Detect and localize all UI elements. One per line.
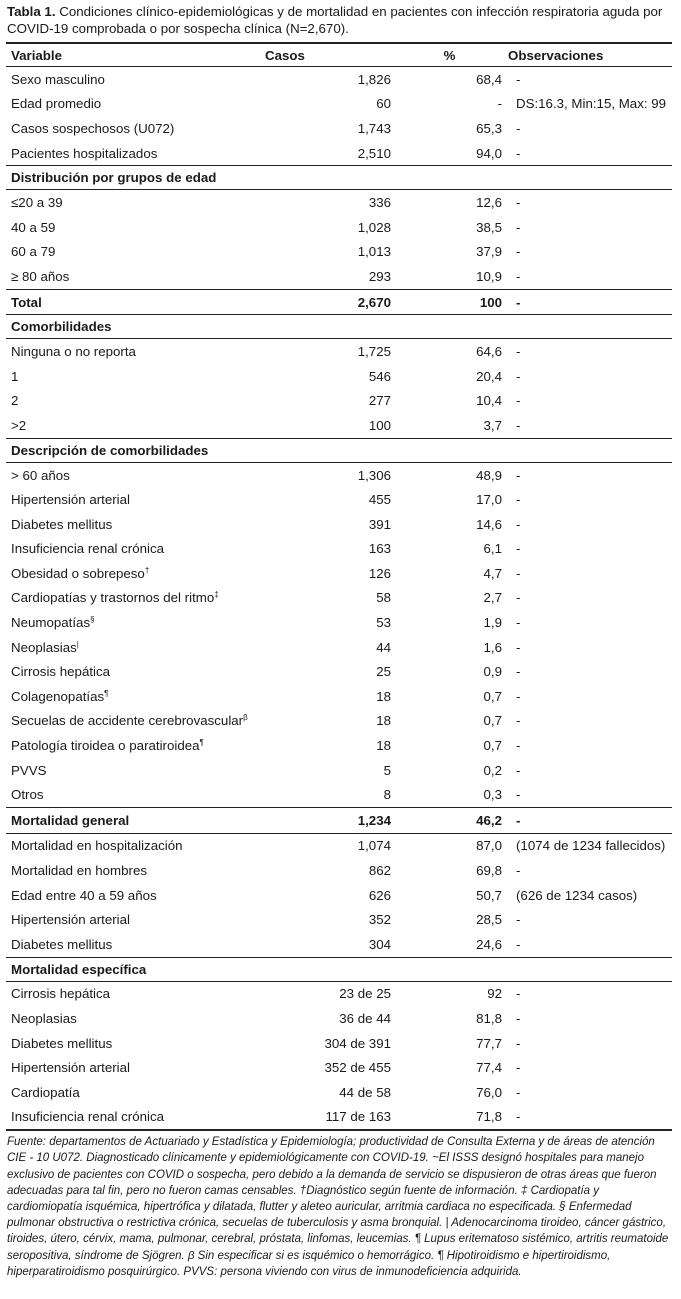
variable-label: Neumopatías <box>11 615 91 631</box>
variable-label: Mortalidad general <box>11 812 130 828</box>
cell-observaciones: - <box>516 1060 521 1076</box>
cell-variable <box>6 67 251 92</box>
cell-variable <box>6 141 251 166</box>
cell-casos: 1,074 <box>357 838 391 854</box>
section-header-row <box>6 957 672 981</box>
variable-label: Otros <box>11 787 44 803</box>
cell-observaciones: - <box>516 417 521 433</box>
cell-percent: 64,6 <box>476 344 502 360</box>
table-row <box>6 512 672 537</box>
table-row <box>6 981 672 1006</box>
variable-label: Neoplasias <box>11 639 77 655</box>
cell-casos: 455 <box>368 492 391 508</box>
table-row <box>6 462 672 487</box>
cell-casos: 44 <box>376 639 391 655</box>
cell-variable <box>6 92 251 117</box>
cell-observaciones: - <box>516 492 521 508</box>
header-casos: Casos <box>251 43 395 67</box>
cell-observaciones: (626 de 1234 casos) <box>516 887 638 903</box>
variable-label: Pacientes hospitalizados <box>11 145 158 161</box>
variable-label: Hipertensión arterial <box>11 492 130 508</box>
table-row <box>6 684 672 709</box>
cell-percent: 0,2 <box>483 762 502 778</box>
cell-variable <box>6 264 251 289</box>
cell-observaciones: - <box>516 762 521 778</box>
cell-observaciones: - <box>516 738 521 754</box>
variable-label: Cirrosis hepática <box>11 986 111 1002</box>
cell-observaciones: - <box>516 1084 521 1100</box>
cell-casos: 36 de 44 <box>339 1010 391 1026</box>
variable-label: Casos sospechosos (U072) <box>11 120 175 136</box>
variable-label: Secuelas de accidente cerebrovascular <box>11 713 244 729</box>
cell-casos: 626 <box>368 887 391 903</box>
table-row <box>6 709 672 734</box>
cell-variable <box>6 1055 251 1080</box>
cell-observaciones: - <box>516 664 521 680</box>
table-row <box>6 1055 672 1080</box>
cell-percent: 50,7 <box>476 887 502 903</box>
cell-observaciones: - <box>516 1010 521 1026</box>
table-row <box>6 339 672 364</box>
cell-casos: 304 de 391 <box>324 1035 391 1051</box>
cell-observaciones: - <box>516 912 521 928</box>
variable-label: Neoplasias <box>11 1010 77 1026</box>
cell-percent: 77,4 <box>476 1060 502 1076</box>
cell-variable <box>6 1006 251 1031</box>
section-header-row <box>6 315 672 339</box>
cell-observaciones: - <box>516 344 521 360</box>
cell-observaciones: - <box>516 1035 521 1051</box>
table-row <box>6 782 672 807</box>
footnote-marker: † <box>144 565 150 575</box>
cell-casos: 5 <box>383 762 391 778</box>
variable-label: 2 <box>11 393 19 409</box>
cell-casos: 58 <box>376 590 391 606</box>
header-percent: % <box>395 43 504 67</box>
variable-label: > 60 años <box>11 467 70 483</box>
cell-percent: 28,5 <box>476 912 502 928</box>
cell-variable <box>6 537 251 562</box>
table-body <box>6 67 672 1131</box>
table-row <box>6 1006 672 1031</box>
variable-label: Diabetes mellitus <box>11 936 113 952</box>
table-header <box>6 43 672 67</box>
variable-label: Hipertensión arterial <box>11 1060 130 1076</box>
cell-percent: 0,7 <box>483 688 502 704</box>
cell-variable <box>6 907 251 932</box>
header-variable: Variable <box>6 43 251 67</box>
cell-observaciones: - <box>516 565 521 581</box>
table-row <box>6 190 672 215</box>
cell-casos: 1,013 <box>357 244 391 260</box>
table-row <box>6 289 672 315</box>
cell-casos: 2,670 <box>251 289 395 315</box>
variable-label: 60 a 79 <box>11 244 56 260</box>
cell-observaciones: - <box>504 808 672 834</box>
cell-observaciones: - <box>504 1105 672 1131</box>
cell-casos: 23 de 25 <box>339 986 391 1002</box>
cell-percent: 65,3 <box>476 120 502 136</box>
cell-casos: 391 <box>368 516 391 532</box>
footnote-marker: ¶ <box>199 738 204 748</box>
section-title: Distribución por grupos de edad <box>6 166 672 190</box>
cell-observaciones: - <box>516 541 521 557</box>
cell-percent: 14,6 <box>476 516 502 532</box>
table-row <box>6 67 672 92</box>
section-header-row <box>6 438 672 462</box>
table-row <box>6 586 672 611</box>
table-row <box>6 659 672 684</box>
cell-variable <box>6 782 251 807</box>
table-row <box>6 932 672 957</box>
table-row <box>6 487 672 512</box>
footnote-marker: ¶ <box>104 688 109 698</box>
cell-percent: 77,7 <box>476 1035 502 1051</box>
cell-observaciones: - <box>516 368 521 384</box>
cell-variable <box>6 733 251 758</box>
cell-variable <box>6 240 251 265</box>
cell-observaciones: - <box>516 615 521 631</box>
cell-percent: 81,8 <box>476 1010 502 1026</box>
cell-observaciones: - <box>516 268 521 284</box>
cell-casos: 293 <box>368 268 391 284</box>
cell-casos: 1,826 <box>357 71 391 87</box>
table-row <box>6 92 672 117</box>
cell-percent: 46,2 <box>395 808 504 834</box>
cell-variable <box>6 215 251 240</box>
cell-observaciones: - <box>516 145 521 161</box>
cell-percent: 0,9 <box>483 664 502 680</box>
cell-casos: 8 <box>383 787 391 803</box>
cell-casos: 163 <box>368 541 391 557</box>
variable-label: Mortalidad en hombres <box>11 863 147 879</box>
table-row <box>6 264 672 289</box>
cell-observaciones: - <box>516 393 521 409</box>
cell-percent: - <box>497 96 502 112</box>
section-title: Comorbilidades <box>6 315 672 339</box>
cell-variable <box>6 289 251 315</box>
variable-label: Insuficiencia renal crónica <box>11 1109 164 1125</box>
cell-casos: 18 <box>376 713 391 729</box>
cell-percent: 71,8 <box>395 1105 504 1131</box>
table-row <box>6 833 672 858</box>
cell-variable <box>6 1105 251 1131</box>
variable-label: Total <box>11 294 42 310</box>
table-row <box>6 413 672 438</box>
table-row <box>6 1080 672 1105</box>
cell-variable <box>6 512 251 537</box>
cell-variable <box>6 833 251 858</box>
section-title: Descripción de comorbilidades <box>6 438 672 462</box>
variable-label: Ninguna o no reporta <box>11 344 136 360</box>
cell-percent: 10,4 <box>476 393 502 409</box>
cell-variable <box>6 364 251 389</box>
cell-percent: 0,7 <box>483 713 502 729</box>
table-caption <box>7 3 672 37</box>
cell-observaciones: - <box>516 467 521 483</box>
cell-casos: 352 de 455 <box>324 1060 391 1076</box>
table-row <box>6 561 672 586</box>
cell-casos: 1,725 <box>357 344 391 360</box>
cell-casos: 117 de 163 <box>251 1105 395 1131</box>
cell-casos: 44 de 58 <box>339 1084 391 1100</box>
cell-observaciones: - <box>516 688 521 704</box>
cell-variable <box>6 339 251 364</box>
cell-casos: 862 <box>368 863 391 879</box>
variable-label: Hipertensión arterial <box>11 912 130 928</box>
variable-label: Diabetes mellitus <box>11 516 113 532</box>
table-row <box>6 116 672 141</box>
table-footnote: Fuente: departamentos de Actuariado y Estadística y Epidemiología; productividad de Consulta Externa y de áreas de atención CIE - 10 U072. Diagnosticado clínicamente y epidemiológicamente con COVID-19. ~El ISSS designó hospitales para manejo exclusivo de pacientes con COVID o sospecha, pero debido a la demanda de servicio se dispusieron de otras áreas que fueron adecuadas para tal fin, pero no fueron camas censables. †Diagnóstico según fuente de información. ‡ Cardiopatía y cardiomiopatía isquémica, hipertrófica y dilatada, flutter y aleteo auricular, arritmia cardiaca no especificada. § Enfermedad pulmonar obstructiva o restrictiva crónica, secuelas de tuberculosis y asma bronquial. | Adenocarcinoma tiroideo, cáncer gástrico, tiroides, útero, cérvix, mama, pulmonar, cerebral, próstata, linfomas, leucemias. ¶ Lupus eritematoso sistémico, artritis reumatoide seropositiva, síndrome de Sjögren. β Sin especificar si es isquémico o hemorrágico. ¶ Hipotiroidismo e hipertiroidismo, hiperparatiroidismo posquirúrgico. PVVS: persona viviendo con virus de inmunodeficiencia adquirida. <box>7 1136 669 1278</box>
variable-label: Obesidad o sobrepeso <box>11 565 145 581</box>
cell-variable <box>6 610 251 635</box>
cell-variable <box>6 1080 251 1105</box>
footnote-marker: § <box>90 615 95 625</box>
table-row <box>6 635 672 660</box>
cell-casos: 546 <box>368 368 391 384</box>
header-row <box>6 43 672 67</box>
table-row <box>6 858 672 883</box>
cell-percent: 1,6 <box>483 639 502 655</box>
table-row <box>6 883 672 908</box>
variable-label: ≤20 a 39 <box>11 195 63 211</box>
cell-variable <box>6 561 251 586</box>
cell-variable <box>6 981 251 1006</box>
cell-percent: 3,7 <box>483 417 502 433</box>
cell-variable <box>6 1031 251 1056</box>
cell-casos: 1,306 <box>357 467 391 483</box>
cell-observaciones: - <box>516 787 521 803</box>
cell-observaciones: - <box>516 590 521 606</box>
table-row <box>6 364 672 389</box>
cell-observaciones: - <box>516 195 521 211</box>
cell-percent: 37,9 <box>476 244 502 260</box>
cell-variable <box>6 932 251 957</box>
cell-variable <box>6 413 251 438</box>
cell-variable <box>6 389 251 414</box>
table-row <box>6 733 672 758</box>
cell-casos: 1,234 <box>251 808 395 834</box>
table-row <box>6 537 672 562</box>
footnote-marker: | <box>76 639 79 649</box>
cell-percent: 48,9 <box>476 467 502 483</box>
cell-percent: 4,7 <box>483 565 502 581</box>
cell-observaciones: - <box>516 986 521 1002</box>
cell-variable <box>6 808 251 834</box>
variable-label: Cardiopatías y trastornos del ritmo <box>11 590 215 606</box>
cell-variable <box>6 586 251 611</box>
variable-label: Edad entre 40 a 59 años <box>11 887 157 903</box>
cell-percent: 2,7 <box>483 590 502 606</box>
cell-percent: 94,0 <box>476 145 502 161</box>
cell-percent: 12,6 <box>476 195 502 211</box>
cell-observaciones: - <box>516 863 521 879</box>
cell-observaciones: (1074 de 1234 fallecidos) <box>516 838 666 854</box>
cell-variable <box>6 116 251 141</box>
cell-percent: 100 <box>395 289 504 315</box>
cell-variable <box>6 883 251 908</box>
cell-percent: 17,0 <box>476 492 502 508</box>
table-row <box>6 610 672 635</box>
variable-label: Cirrosis hepática <box>11 664 111 680</box>
table-row <box>6 1031 672 1056</box>
footnote-marker: ‡ <box>214 590 219 600</box>
cell-percent: 1,9 <box>483 615 502 631</box>
variable-label: Diabetes mellitus <box>11 1035 113 1051</box>
table-row <box>6 240 672 265</box>
variable-label: Patología tiroidea o paratiroidea <box>11 738 200 754</box>
cell-variable <box>6 858 251 883</box>
cell-percent: 68,4 <box>476 71 502 87</box>
cell-variable <box>6 659 251 684</box>
cell-observaciones: - <box>516 936 521 952</box>
cell-observaciones: - <box>516 71 521 87</box>
cell-percent: 92 <box>487 986 502 1002</box>
cell-observaciones: - <box>516 639 521 655</box>
cell-percent: 0,7 <box>483 738 502 754</box>
variable-label: ≥ 80 años <box>11 268 70 284</box>
data-table <box>6 42 672 1131</box>
cell-percent: 6,1 <box>483 541 502 557</box>
cell-variable <box>6 487 251 512</box>
variable-label: Insuficiencia renal crónica <box>11 541 164 557</box>
cell-casos: 1,028 <box>357 219 391 235</box>
cell-variable <box>6 709 251 734</box>
cell-percent: 69,8 <box>476 863 502 879</box>
section-header-row <box>6 166 672 190</box>
footnote-marker: β <box>243 713 248 723</box>
cell-variable <box>6 635 251 660</box>
cell-casos: 1,743 <box>357 120 391 136</box>
cell-casos: 18 <box>376 738 391 754</box>
cell-observaciones: - <box>516 219 521 235</box>
cell-casos: 304 <box>368 936 391 952</box>
header-observaciones: Observaciones <box>504 43 672 67</box>
table-row <box>6 141 672 166</box>
table-row <box>6 808 672 834</box>
cell-percent: 87,0 <box>476 838 502 854</box>
cell-percent: 10,9 <box>476 268 502 284</box>
cell-casos: 2,510 <box>357 145 391 161</box>
cell-observaciones: - <box>516 120 521 136</box>
variable-label: PVVS <box>11 762 47 778</box>
cell-percent: 0,3 <box>483 787 502 803</box>
table-row <box>6 907 672 932</box>
cell-percent: 20,4 <box>476 368 502 384</box>
cell-casos: 277 <box>368 393 391 409</box>
variable-label: Mortalidad en hospitalización <box>11 838 183 854</box>
variable-label: Colagenopatías <box>11 688 105 704</box>
cell-percent: 24,6 <box>476 936 502 952</box>
cell-casos: 25 <box>376 664 391 680</box>
table-figure <box>6 0 672 1280</box>
cell-casos: 100 <box>368 417 391 433</box>
cell-observaciones: - <box>516 713 521 729</box>
cell-variable <box>6 190 251 215</box>
cell-casos: 126 <box>368 565 391 581</box>
table-row <box>6 389 672 414</box>
variable-label: Sexo masculino <box>11 71 105 87</box>
table-row <box>6 215 672 240</box>
cell-variable <box>6 684 251 709</box>
cell-observaciones: DS:16.3, Min:15, Max: 99 <box>516 96 667 112</box>
cell-casos: 336 <box>368 195 391 211</box>
cell-casos: 53 <box>376 615 391 631</box>
variable-label: 1 <box>11 368 19 384</box>
caption-text: Condiciones clínico-epidemiológicas y de mortalidad en pacientes con infección respiratoria aguda por COVID-19 comprobada o por sospecha clínica (N=2,670). <box>7 4 663 36</box>
cell-variable <box>6 758 251 783</box>
caption-label: Tabla 1. <box>7 4 56 19</box>
cell-observaciones: - <box>516 244 521 260</box>
cell-casos: 352 <box>368 912 391 928</box>
section-title: Mortalidad específica <box>6 957 672 981</box>
variable-label: 40 a 59 <box>11 219 56 235</box>
cell-casos: 18 <box>376 688 391 704</box>
table-row <box>6 758 672 783</box>
cell-variable <box>6 462 251 487</box>
cell-observaciones: - <box>504 289 672 315</box>
variable-label: >2 <box>11 417 27 433</box>
cell-casos: 60 <box>376 96 391 112</box>
cell-percent: 38,5 <box>476 219 502 235</box>
cell-percent: 76,0 <box>476 1084 502 1100</box>
table-row <box>6 1105 672 1131</box>
variable-label: Cardiopatía <box>11 1084 80 1100</box>
cell-observaciones: - <box>516 516 521 532</box>
variable-label: Edad promedio <box>11 96 102 112</box>
